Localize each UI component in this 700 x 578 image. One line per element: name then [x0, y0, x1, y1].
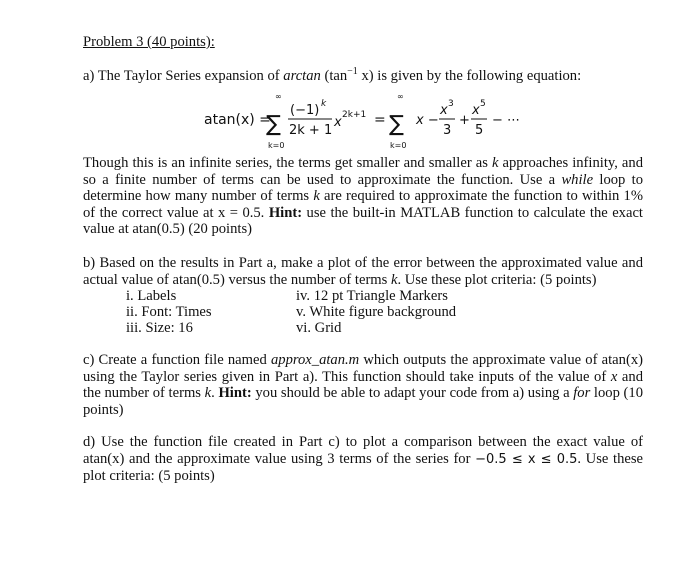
eq-sum2-sigma: ∑: [389, 112, 404, 137]
eq-frac1-num: x: [440, 103, 448, 118]
eq-power-base: x: [334, 115, 342, 130]
eq-frac-num: (−1): [290, 103, 320, 118]
eq-lhs: atan(x) =: [204, 112, 271, 128]
problem-title: Problem 3 (40 points):: [83, 34, 215, 50]
eq-frac-den: 2k + 1: [289, 123, 333, 138]
eq-sum1-sigma: ∑: [266, 112, 281, 137]
part-b-body: b) Based on the results in Part a, make a plot of the error between the approximated value and actual value of atan(0.5) versus the number of terms k. Use these plot criteria: (5 points): [83, 255, 643, 288]
criteria-markers: iv. 12 pt Triangle Markers: [296, 288, 448, 304]
part-a-intro-text-1: a) The Taylor Series expansion of: [83, 67, 284, 84]
criteria-background: v. White figure background: [296, 304, 457, 320]
part-a-intro-tan: (tan: [320, 67, 348, 84]
criteria-font: ii. Font: Times: [126, 304, 212, 320]
eq-frac2-num-exp: 5: [480, 99, 486, 109]
part-a-body: Though this is an infinite series, the terms get smaller and smaller as k approaches infinity, and so a finite number of terms can be used to approximate the function. Use a while loop to determine how many number of terms k are required to approximate the function to within 1% of the correct value at x = 0.5. Hint: use the built-in MATLAB function to calculate the exact value at atan(0.5) (20 points): [83, 155, 643, 238]
eq-equals: =: [374, 112, 386, 128]
criteria-size: iii. Size: 16: [126, 320, 193, 336]
part-d-body: d) Use the function file created in Part c) to plot a comparison between the exact value of atan(x) and the approximate value using 3 terms of the series for −0.5 ≤ x ≤ 0.5. Use these plot criteria: (5 points): [83, 434, 644, 485]
part-a-intro-text-2: x) is given by the following equation:: [357, 67, 582, 84]
eq-frac-num-exp: k: [321, 99, 327, 109]
eq-sum2-upper: ∞: [397, 92, 404, 101]
eq-frac1-num-exp: 3: [448, 99, 454, 109]
criteria-labels: i. Labels: [126, 288, 177, 304]
part-a-intro-arctan: arctan: [283, 67, 321, 84]
eq-sum1-upper: ∞: [275, 92, 282, 101]
part-c-body: c) Create a function file named approx_atan.m which outputs the approximate value of atan(x) using the Taylor series given in Part a). This function should take inputs of the value of x and the number of terms k. Hint: you should be able to adapt your code from a) using a for loop (10 points): [83, 352, 643, 418]
part-a-intro-inverse-exp: −1: [347, 66, 358, 77]
eq-frac2-den: 5: [475, 123, 484, 138]
eq-frac1-den: 3: [443, 123, 452, 138]
eq-tail: − ⋯: [492, 113, 521, 128]
eq-plus: +: [459, 113, 470, 128]
eq-sum1-lower: k=0: [268, 141, 285, 150]
eq-sum2-lower: k=0: [390, 141, 407, 150]
eq-frac2-num: x: [472, 103, 480, 118]
eq-term-x: x −: [416, 113, 439, 128]
criteria-grid: vi. Grid: [296, 320, 342, 336]
part-a-intro: [83, 63, 581, 85]
eq-power-exp: 2k+1: [342, 110, 367, 120]
